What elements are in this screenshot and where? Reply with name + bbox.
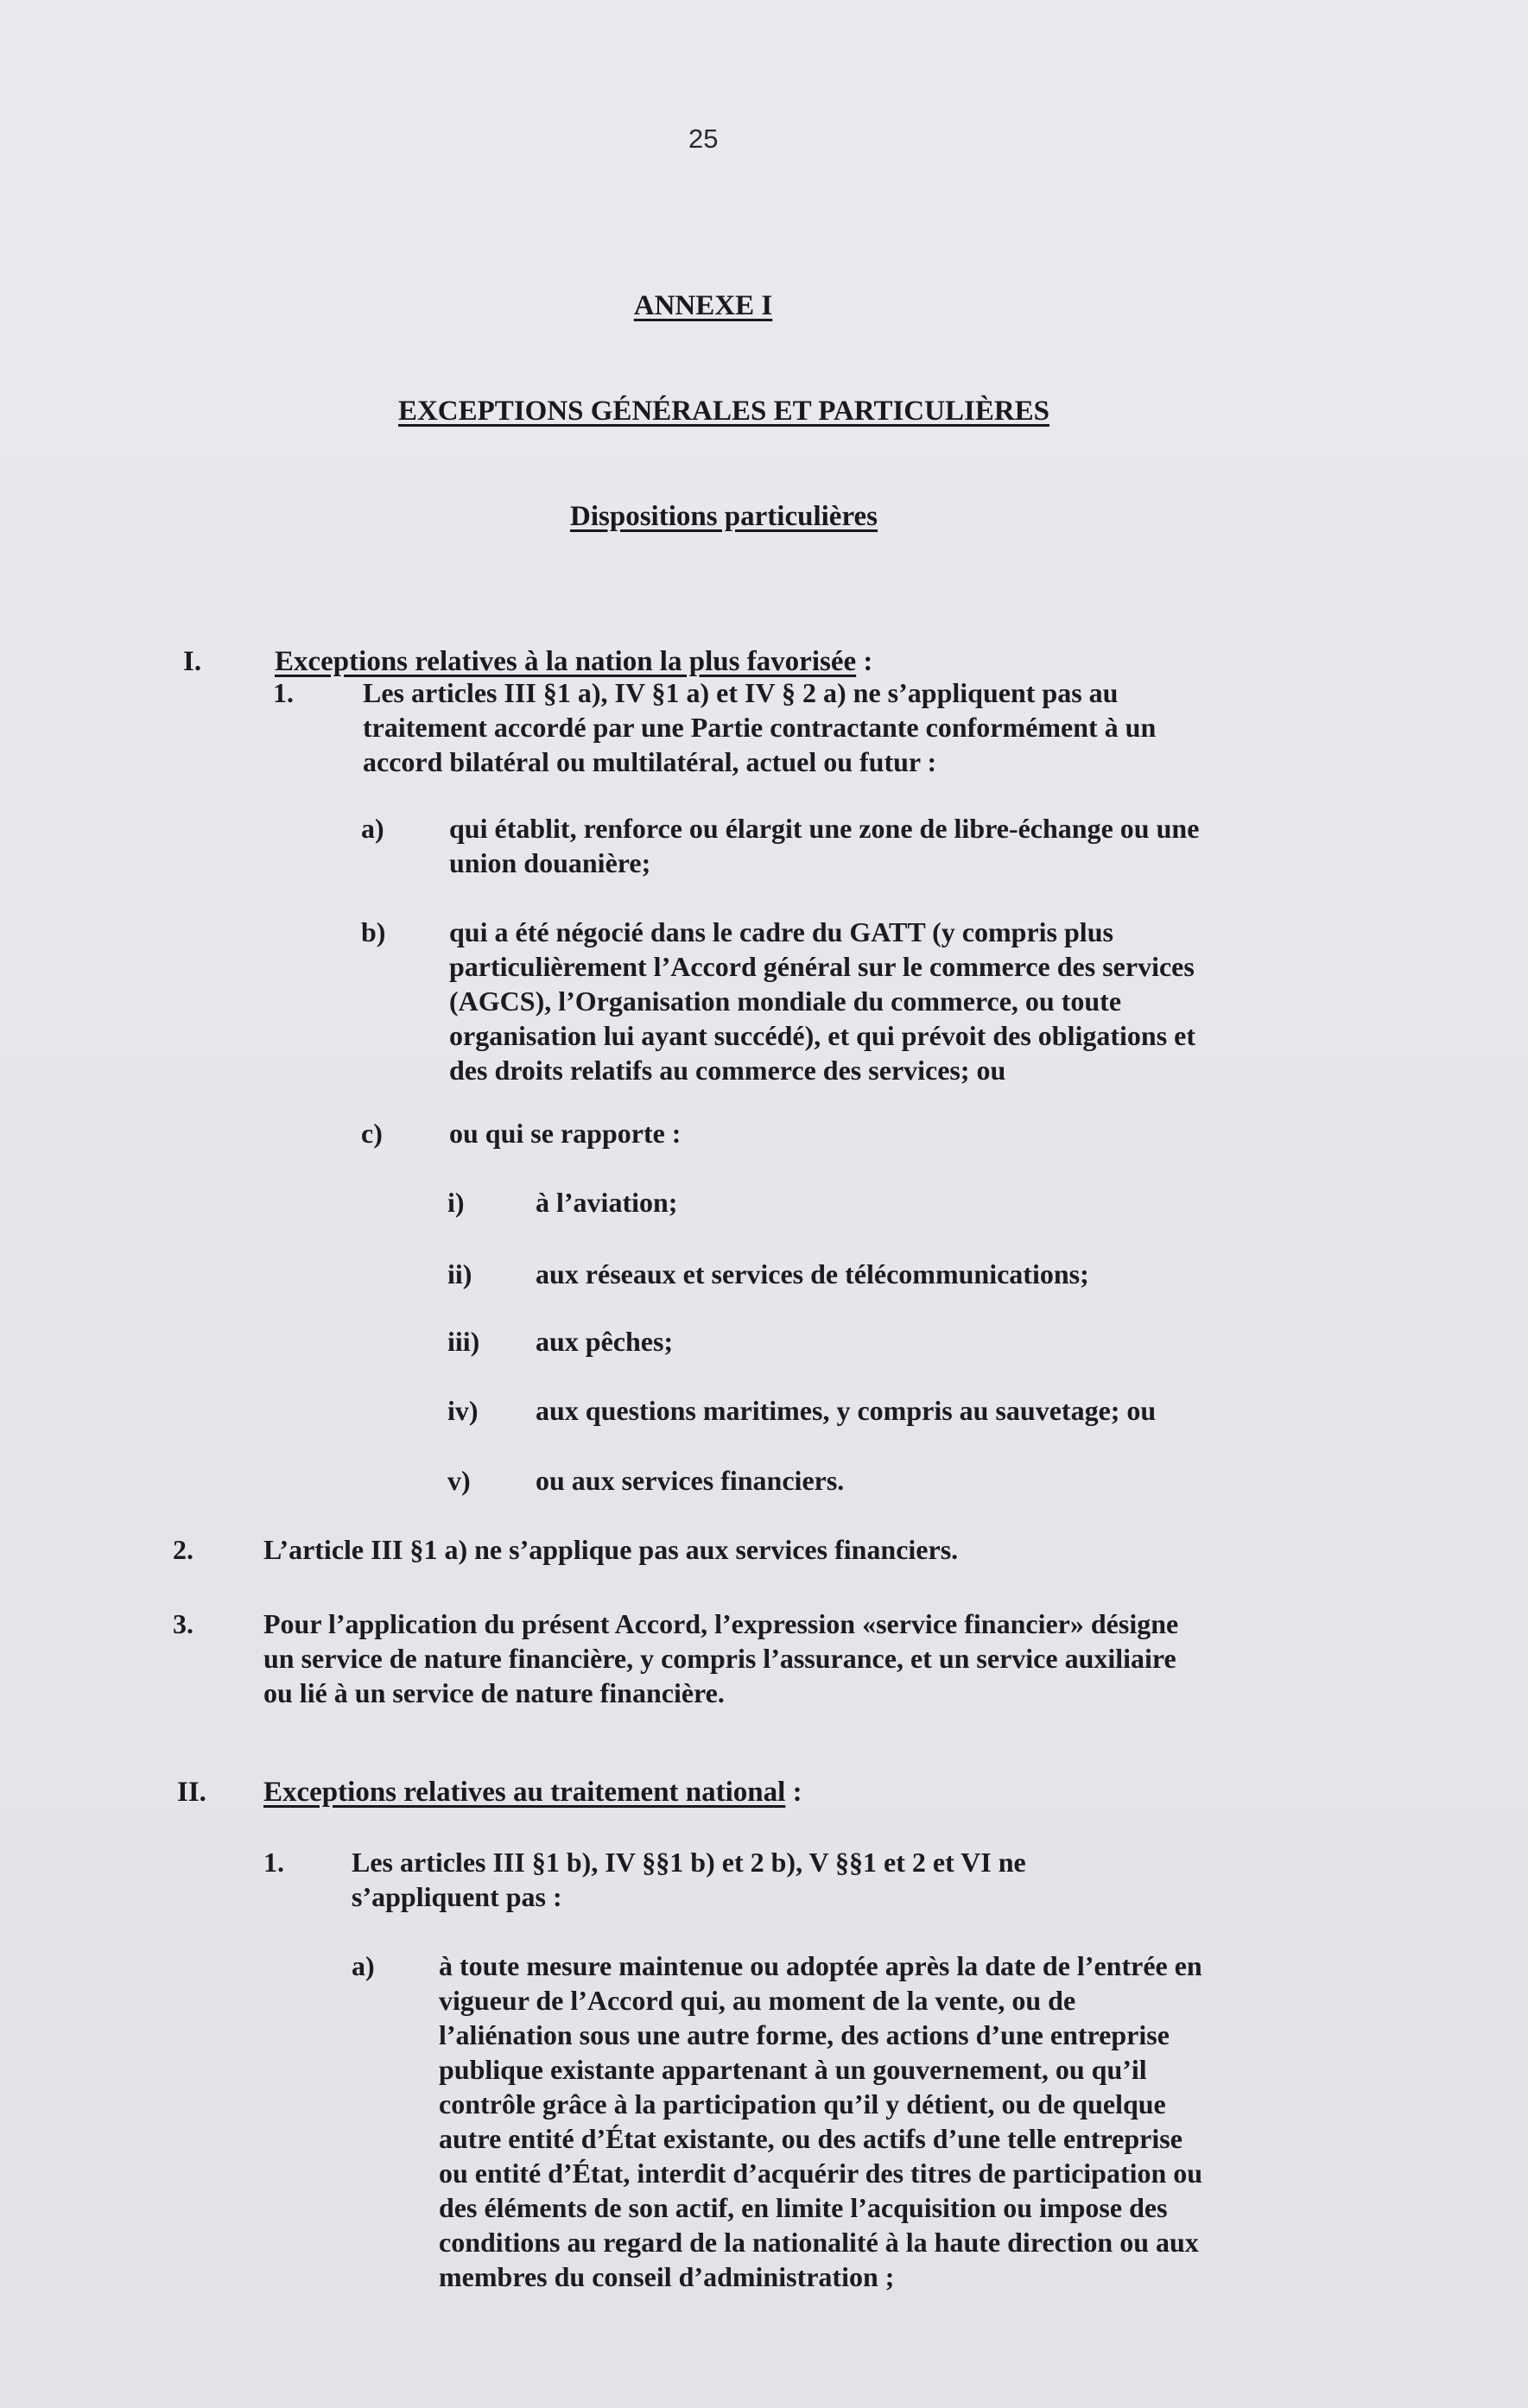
text-line: Les articles III §1 a), IV §1 a) et IV § 2 a) ne s’appliquent pas au [363, 677, 1119, 708]
text-line: ou lié à un service de nature financière. [263, 1677, 725, 1708]
item-label: b) [361, 916, 386, 947]
paragraph-text: L’article III §1 a) ne s’applique pas aux services financiers. [263, 1534, 959, 1565]
item-text [439, 1949, 1268, 2294]
text-line: (AGCS), l’Organisation mondiale du commerce, ou toute [449, 985, 1122, 1017]
text-line: autre entité d’État existante, ou des actifs d’une telle entreprise [439, 2123, 1182, 2154]
paragraph-number: 1. [273, 677, 294, 708]
item-label: c) [361, 1118, 383, 1149]
subitem-label: i) [447, 1187, 465, 1218]
subtitle: Dispositions particulières [570, 501, 878, 532]
annex-title: ANNEXE I [633, 290, 773, 321]
subitem-text: aux réseaux et services de télécommunications; [536, 1258, 1089, 1290]
text-line: qui a été négocié dans le cadre du GATT (y compris plus [449, 916, 1113, 947]
subitem-label: v) [447, 1465, 471, 1496]
text-line: Pour l’application du présent Accord, l’expression «service financier» désigne [263, 1608, 1179, 1639]
text-line: particulièrement l’Accord général sur le commerce des services [449, 951, 1195, 982]
page-number: 25 [688, 124, 719, 154]
paragraph-text [263, 1606, 1257, 1710]
paragraph-text [363, 675, 1244, 779]
subitem-label: iv) [447, 1395, 479, 1426]
text-line: qui établit, renforce ou élargit une zone de libre-échange ou une [449, 813, 1200, 844]
section-title [275, 646, 872, 678]
subitem-text: aux pêches; [536, 1326, 674, 1357]
section-title-text: Exceptions relatives au traitement national [263, 1777, 786, 1808]
paragraph-text [352, 1845, 1215, 1914]
paragraph-number: 3. [173, 1608, 193, 1639]
subitem-label: iii) [447, 1326, 480, 1357]
section-title-suffix: : [856, 646, 873, 677]
text-line: conditions au regard de la nationalité à la haute direction ou aux [439, 2227, 1199, 2258]
item-label: a) [361, 813, 384, 844]
text-line: à toute mesure maintenue ou adoptée après la date de l’entrée en [439, 1950, 1202, 1981]
subitem-text: ou aux services financiers. [536, 1465, 845, 1496]
text-line: des éléments de son actif, en limite l’acquisition ou impose des [439, 2192, 1168, 2223]
subitem-text: aux questions maritimes, y compris au sauvetage; ou [536, 1395, 1157, 1426]
text-line: publique existante appartenant à un gouvernement, ou qu’il [439, 2054, 1147, 2085]
section-number: I. [183, 646, 202, 677]
text-line: accord bilatéral ou multilatéral, actuel ou futur : [363, 746, 937, 777]
text-line: s’appliquent pas : [352, 1881, 562, 1912]
text-line: Les articles III §1 b), IV §§1 b) et 2 b), V §§1 et 2 et VI ne [352, 1847, 1026, 1878]
text-line: membres du conseil d’administration ; [439, 2261, 895, 2292]
item-text [449, 915, 1278, 1087]
text-line: vigueur de l’Accord qui, au moment de la vente, ou de [439, 1985, 1076, 2016]
subitem-label: ii) [447, 1258, 472, 1290]
section-title-text: Exceptions relatives à la nation la plus favorisée [275, 646, 857, 677]
text-line: traitement accordé par une Partie contractante conformément à un [363, 712, 1157, 743]
main-title: EXCEPTIONS GÉNÉRALES ET PARTICULIÈRES [397, 396, 1050, 427]
paragraph-number: 2. [173, 1534, 193, 1565]
text-line: ou entité d’État, interdit d’acquérir des titres de participation ou [439, 2158, 1203, 2189]
subitem-text: à l’aviation; [536, 1187, 678, 1218]
text-line: un service de nature financière, y compris l’assurance, et un service auxiliaire [263, 1643, 1176, 1674]
section-number: II. [177, 1777, 206, 1808]
section-title [263, 1777, 802, 1809]
text-line: organisation lui ayant succédé), et qui prévoit des obligations et [449, 1020, 1196, 1051]
item-text [449, 811, 1261, 880]
item-label: a) [352, 1950, 375, 1981]
section-title-suffix: : [785, 1777, 802, 1808]
text-line: union douanière; [449, 847, 651, 878]
text-line: des droits relatifs au commerce des services; ou [449, 1055, 1006, 1086]
paragraph-number: 1. [263, 1847, 284, 1878]
text-line: contrôle grâce à la participation qu’il y détient, ou de quelque [439, 2088, 1166, 2120]
text-line: l’aliénation sous une autre forme, des actions d’une entreprise [439, 2019, 1170, 2050]
item-text: ou qui se rapporte : [449, 1118, 682, 1149]
